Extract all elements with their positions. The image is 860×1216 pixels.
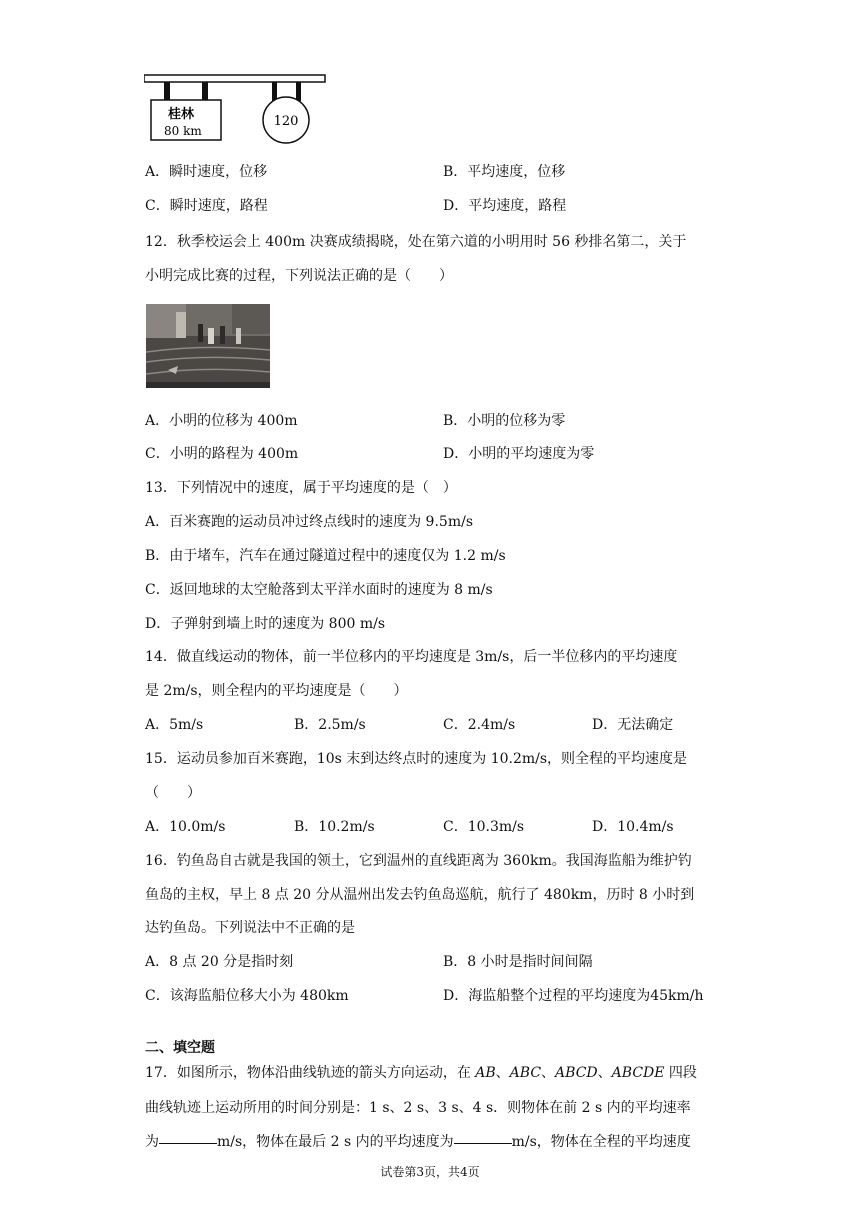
q11-option-d: D．平均速度，路程 <box>443 198 567 214</box>
running-track-photo <box>146 304 270 388</box>
q13-option-d: D．子弹射到墙上时的速度为 800 m/s <box>145 616 386 632</box>
q15-stem-line1: 15．运动员参加百米赛跑，10s 末到达终点时的速度为 10.2m/s，则全程的平均速度是 <box>145 751 688 767</box>
speed-limit-value: 120 <box>273 114 299 129</box>
q14-option-b: B．2.5m/s <box>294 717 366 733</box>
q12-option-b: B．小明的位移为零 <box>443 413 566 429</box>
q17-stem-line1: 17．如图所示，物体沿曲线轨迹的箭头方向运动，在 AB、ABC、ABCD、ABCDE 四段 <box>145 1065 697 1081</box>
q12-option-a: A．小明的位移为 400m <box>145 413 298 429</box>
q15-stem-line2: （ ） <box>145 785 201 801</box>
q13-option-b: B．由于堵车，汽车在通过隧道过程中的速度仅为 1.2 m/s <box>145 548 506 564</box>
q16-stem-line2: 鱼岛的主权，早上 8 点 20 分从温州出发去钓鱼岛巡航，航行了 480km，历时 8 小时到 <box>145 887 695 903</box>
q15-option-b: B．10.2m/s <box>294 819 375 835</box>
q17-stem-line3: 为 m/s，物体在最后 2 s 内的平均速度为 m/s，物体在全程的平均速度 <box>145 1134 691 1150</box>
answer-blank-1[interactable] <box>159 1143 217 1144</box>
q15-option-c: C．10.3m/s <box>443 819 525 835</box>
q11-option-a: A．瞬时速度，位移 <box>145 164 268 180</box>
q16-option-a: A．8 点 20 分是指时刻 <box>145 954 294 970</box>
q12-stem-line2: 小明完成比赛的过程，下列说法正确的是（ ） <box>145 268 453 284</box>
q13-option-c: C．返回地球的太空舱落到太平洋水面时的速度为 8 m/s <box>145 582 493 598</box>
sign-city: 桂林 <box>168 107 195 122</box>
q15-option-d: D．10.4m/s <box>592 819 674 835</box>
q14-option-a: A．5m/s <box>145 717 204 733</box>
q11-option-b: B．平均速度，位移 <box>443 164 566 180</box>
q14-stem-line2: 是 2m/s，则全程内的平均速度是（ ） <box>145 683 408 699</box>
q16-stem-line1: 16．钓鱼岛自古就是我国的领土，它到温州的直线距离为 360km。我国海监船为维护钓 <box>145 853 692 869</box>
q14-option-c: C．2.4m/s <box>443 717 516 733</box>
answer-blank-2[interactable] <box>454 1143 512 1144</box>
q13-stem: 13．下列情况中的速度，属于平均速度的是（ ） <box>145 480 457 496</box>
q15-option-a: A．10.0m/s <box>145 819 226 835</box>
q14-stem-line1: 14．做直线运动的物体，前一半位移内的平均速度是 3m/s，后一半位移内的平均速度 <box>145 649 678 665</box>
q16-stem-line3: 达钓鱼岛。下列说法中不正确的是 <box>145 920 355 936</box>
q11-option-c: C．瞬时速度，路程 <box>145 198 268 214</box>
page-footer: 试卷第3页，共4页 <box>380 1165 480 1179</box>
q12-option-d: D．小明的平均速度为零 <box>443 446 595 462</box>
q12-stem-line1: 12．秋季校运会上 400m 决赛成绩揭晓，处在第六道的小明用时 56 秒排名第二，关于 <box>145 234 687 250</box>
sign-distance: 80 km <box>164 124 202 138</box>
q13-option-a: A．百米赛跑的运动员冲过终点线时的速度为 9.5m/s <box>145 514 474 530</box>
q12-option-c: C．小明的路程为 400m <box>145 446 299 462</box>
section-title-fill-in: 二、填空题 <box>145 1040 215 1056</box>
q16-option-d: D．海监船整个过程的平均速度为45km/h <box>443 988 704 1004</box>
q16-option-b: B．8 小时是指时间间隔 <box>443 954 593 970</box>
q14-option-d: D．无法确定 <box>592 717 674 733</box>
q16-option-c: C．该海监船位移大小为 480km <box>145 988 349 1004</box>
road-sign-figure <box>144 74 328 146</box>
q17-stem-line2: 曲线轨迹上运动所用的时间分别是：1 s、2 s、3 s、4 s．则物体在前 2 s 内的平均速率 <box>145 1100 691 1116</box>
